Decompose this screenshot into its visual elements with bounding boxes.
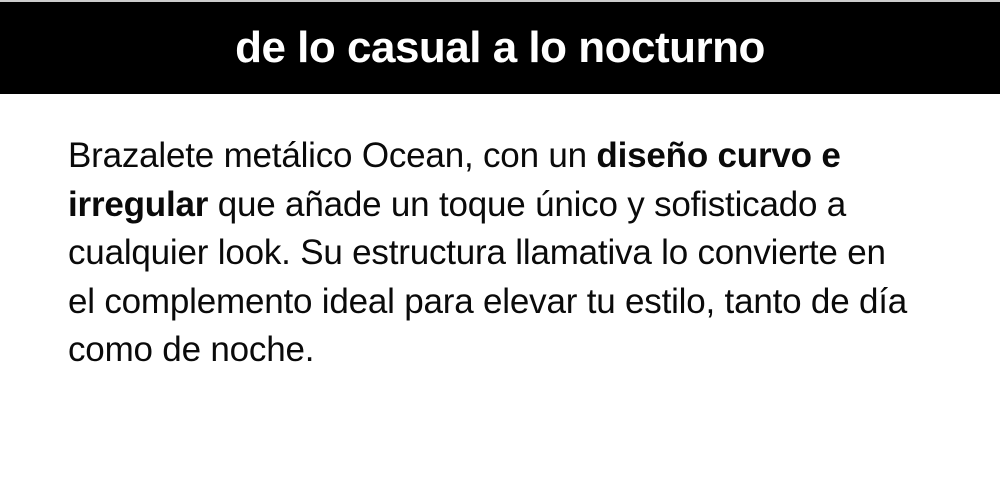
product-description: [68, 132, 940, 375]
description-line-4: [68, 278, 940, 327]
description-text: el complemento ideal para elevar tu estilo, tanto de día: [68, 281, 908, 321]
section-header-banner: [0, 2, 1000, 94]
description-text: Brazalete metálico Ocean, con un: [68, 136, 597, 175]
description-bold-text: diseño curvo e: [596, 136, 841, 175]
description-text: como de noche.: [68, 330, 315, 370]
description-line-3: [68, 229, 940, 278]
description-bold-text: irregular: [68, 184, 209, 224]
description-line-2: [68, 181, 940, 230]
product-description-section: [0, 132, 1000, 375]
description-text: que añade un toque único y sofisticado a: [208, 184, 847, 224]
description-line-1: [68, 132, 940, 181]
section-title: de lo casual a lo nocturno: [235, 23, 765, 72]
description-text: cualquier look. Su estructura llamativa lo convierte en: [68, 233, 886, 273]
description-line-5: [68, 326, 940, 375]
